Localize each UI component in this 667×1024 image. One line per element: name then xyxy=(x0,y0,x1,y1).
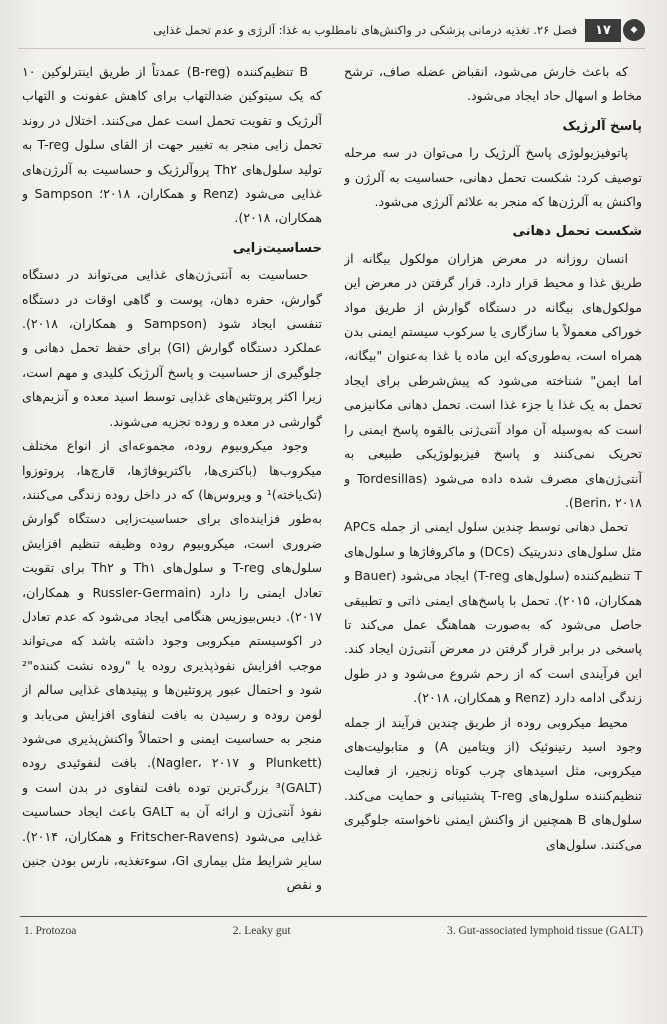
paragraph: پاتوفیزیولوژی پاسخ آلرژیک را می‌توان در سه مرحله توصیف کرد: شکست تحمل دهانی، حساسیت به آلرژن و واکنش به آلرژن‌ها که منجر به علائم آلرژی می‌شود. xyxy=(344,145,642,210)
footnotes xyxy=(20,916,647,943)
footnote-1: 1. Protozoa xyxy=(24,925,77,937)
section-heading: شکست تحمل دهانی xyxy=(512,224,642,240)
section-heading: حساسیت‌زایی xyxy=(232,240,322,256)
footnote-3: 3. Gut-associated lymphoid tissue (GALT) xyxy=(446,925,643,937)
paragraph: انسان روزانه در معرض هزاران مولکول بیگانه از طریق غذا و محیط قرار دارد. قرار گرفتن در معرض این مولکول‌های بیگانه در دستگاه گوارش از طریق مواد خوراکی معمولاً با سازگاری یا سرکوب سیستم ایمنی بدن همراه است، به‌طوری‌که این ماده یا غذا به‌عنوان "بیگانه، اما ایمن" شناخته می‌شود که پیش‌شرطی برای ایجاد تحمل به یک غذا یا جزء غذا است. تحمل دهانی مکانیزمی است که به‌وسیله آن مواد آنتی‌ژنی بالقوه پاسخ ایمنی را تحریک نمی‌کنند و پاسخ فیزیولوژیکی طبیعی به آنتی‌ژن‌های مصرف شده داده می‌شود (Tordesillas و Berin، ۲۰۱۸). xyxy=(344,250,642,510)
paragraph: تحمل دهانی توسط چندین سلول ایمنی از جمله APCs مثل سلول‌های دندریتیک (DCs) و ماکروفاژها و سلول‌های T تنظیم‌کننده (سلول‌های T-reg) ایجاد می‌شود (Bauer و همکاران، ۲۰۱۵). تحمل با پاسخ‌های ایمنی ذاتی و تطبیقی حاصل می‌شود که به‌صورت هماهنگ عمل می‌کند تا پاسخی در برابر قرار گرفتن در معرض آنتی‌ژن ایجاد کند. این فرآیندی است که از رحم شروع می‌شود و در طول زندگی ادامه دارد (Renz و همکاران، ۲۰۱۸). xyxy=(344,519,642,706)
right-column xyxy=(344,60,642,900)
page-header xyxy=(18,12,645,49)
paragraph: وجود میکروبیوم روده، مجموعه‌ای از انواع مختلف میکروب‌ها (باکتری‌ها، باکتریوفاژها، قارچ‌ها، پروتوزوا (تک‌یاخته)¹ و ویروس‌ها) که در داخل روده زندگی می‌کنند، به‌طور فزاینده‌ای برای حساسیت‌زایی دستگاه گوارش ضروری است، میکروبیوم روده وظیفه تنظیم افزایش سلول‌های T-reg و سلول‌های Th۱ و Th۲ برای تقویت تعادل ایمنی را دارد (Russler-Germain و همکاران، ۲۰۱۷). دیس‌بیوزیس هنگامی ایجاد می‌شود که عدم تعادل در اکوسیستم میکروبی وجود داشته باشد که می‌تواند موجب افزایش نفوذپذیری روده یا "روده نشت کننده"² شود و احتمال عبور پروتئین‌ها و پپتیدهای غذایی سالم از لومن روده و رسیدن به بافت لنفاوی افزایش می‌یابد و منجر به حساسیت ایمنی و احتمالاً واکنش‌پذیری می‌شود (Plunkett و Nagler، ۲۰۱۷). بافت لنفوئیدی روده (GALT)³ بزرگ‌ترین توده بافت لنفاوی در بدن است و نفوذ آنتی‌ژن و ارائه آن به GALT باعث ایجاد حساسیت غذایی می‌شود (Fritscher-Ravens و همکاران، ۲۰۱۴). سایر شرایط مثل بیماری GI، سوءتغذیه، نارس بودن جنین و نقص xyxy=(22,438,322,893)
footnote-2: 2. Leaky gut xyxy=(232,925,291,937)
section-heading: پاسخ آلرژیک xyxy=(562,118,642,134)
paragraph: B تنظیم‌کننده (B-reg) عمدتاً از طریق اینترلوکین ۱۰ که یک سیتوکین ضدالتهاب برای کاهش عفونت و التهاب آلرژیک و تقویت تحمل است عمل می‌کنند. اختلال در روند تحمل زایی منجر به تغییر جهت از القای سلول T-reg به تولید سلول‌های Th۲ پروآلرژیک و حساسیت به آلرژن‌های غذایی می‌شود (Renz و همکاران، ۲۰۱۸؛ Sampson و همکاران، ۲۰۱۸). xyxy=(22,64,322,226)
left-column xyxy=(22,60,322,905)
paragraph: محیط میکروبی روده از طریق چندین فرآیند از جمله وجود اسید رتینوئیک (از ویتامین A) و متابولیت‌های میکروبی، مثل اسیدهای چرب کوتاه زنجیر، از فعالیت تنظیم‌کننده سلول‌های T-reg پشتیبانی و حمایت می‌کند. سلول‌های B همچنین از واکنش ایمنی ناخواسته جلوگیری می‌کنند. سلول‌های xyxy=(344,714,642,852)
paragraph: حساسیت به آنتی‌ژن‌های غذایی می‌تواند در دستگاه گوارش، حفره دهان، پوست و گاهی اوقات در دستگاه تنفسی ایجاد شود (Sampson و همکاران، ۲۰۱۸). عملکرد دستگاه گوارش (GI) برای حفظ تحمل دهانی و جلوگیری از حساسیت و پاسخ آلرژیک کلیدی و مهم است، زیرا اکثر پروتئین‌های غذایی توسط اسید معده و آنزیم‌های گوارشی در معده و روده تجزیه می‌شوند. xyxy=(22,267,322,429)
chapter-title: فصل ۲۶. تغذیه درمانی پزشکی در واکنش‌های نامطلوب به غذا: آلرژی و عدم تحمل غذایی xyxy=(153,23,578,37)
page-number: ۱۷ xyxy=(585,19,621,42)
publisher-logo-icon: ◆ xyxy=(623,19,645,41)
paragraph: که باعث خارش می‌شود، انقباض عضله صاف، ترشح مخاط و اسهال حاد ایجاد می‌شود. xyxy=(344,64,642,104)
